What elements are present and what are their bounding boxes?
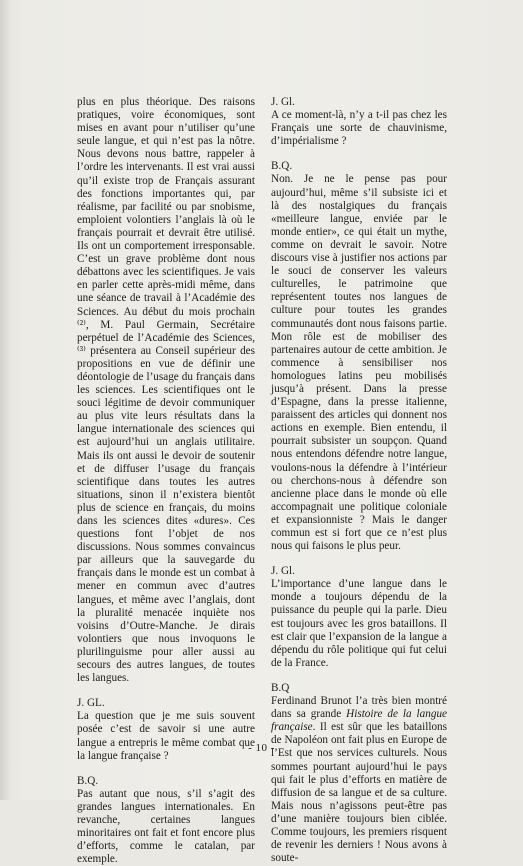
paragraph-right-4-start: Ferdinand Brunot l’a très bien montré dans sa grande <box>271 695 447 721</box>
speaker-label: J. Gl. <box>271 96 295 108</box>
speaker-label: B.Q. <box>271 160 293 173</box>
paragraph-left-3: Pas autant que nous, s’il s’agit des grandes langues internationales. En revanche, certaines langues minoritaires ont fait et font encore plus d’efforts, comme le catalan, par exemple. <box>77 787 255 866</box>
paragraph-right-3: L’importance d’une langue dans le monde a toujours dépendu de la puissance du peuple qui la parle. Dieu est toujours avec les gros bataillons. Il est clair que l’expansion de la langue a dépendu du rôle politique qui fut celui de la France. <box>271 578 447 669</box>
binding-shadow <box>0 0 10 800</box>
paragraph-right-1: A ce moment-là, n’y a t-il pas chez les Français une sorte de chauvinisme, d’impérialisme ? <box>271 109 447 148</box>
speaker-label: B.Q <box>271 681 290 694</box>
book-title: Histoire de la langue française <box>271 708 448 734</box>
paragraph-left-2: La question que je me suis souvent posée c’est de savoir si une autre langue a entrepris le même combat que la langue française ? <box>77 710 255 762</box>
paragraph-right-2: Non. Je ne le pense pas pour aujourd’hui, même s’il subsiste ici et là des nostalgiques du français «meilleure langue, enviée par le monde entier», ce qui était un mythe, comme on devrait le savoir. Notre discours vise à justifier nos actions par le souci de conserver les valeurs culturelles, le patrimoine que représentent toutes nos langues de culture pour toutes les grandes communautés dont nous faisons partie. Mon rôle est de mobiliser des partenaires autour de cette ambition. Je commence à sensibiliser nos homologues latins peu mobilisés jusqu’à présent. Dans la presse d’Espagne, dans la presse italienne, paraissent des articles qui donnent nos actions en exemple. Bien entendu, il pourrait subsister un soupçon. Quand nous entendons défendre notre langue, voulons-nous la défendre à l’intérieur ou cherchons-nous à défendre son ancienne place dans le monde où elle accompagnait une politique coloniale et expansionniste ? Mais le danger commun est si fort que ce n’est plus nous qui faisons le plus peur. <box>271 173 447 553</box>
paragraph-left-1: plus en plus théorique. Des raisons pratiques, voire économiques, sont mises en avant pour n’utiliser qu’une seule langue, et qui n’est pas la nôtre. Nous devons nous battre, rappeler à l’ordre les intervenants. Il est vrai aussi qu’il existe trop de Français assurant des fonctions importantes qui, par réalisme, par facilité ou par snobisme, emploient volontiers l’anglais là où le français pourrait et devrait être utilisé. Ils ont un comportement irresponsable. C’est un grave problème dont nous débattons avec les scientifiques. Je vais en parler cette après-midi même, dans une séance de travail à l’Académie des Sciences. Au début du mois prochain ⁽²⁾, M. Paul Germain, Secrétaire perpétuel de l’Académie des Sciences, ⁽³⁾ présentera au Conseil supérieur des propositions en vue de définir une déontologie de l’usage du français dans les sciences. Les scientifiques ont le souci légitime de devoir communiquer au plus vite leurs résultats dans la langue internationale des sciences qui est aujourd’hui un anglais utilitaire. Mais ils ont aussi le devoir de soutenir et de diffuser l’usage du français scientifique dans toutes les autres situations, sinon il n’existera bientôt plus de science en français, du moins dans les sciences dites «dures». Ces questions font l’objet de nos discussions. Nous sommes convaincus par ailleurs que la sauvegarde du français dans le monde est un combat à mener en commun avec d’autres langues, et même avec l’anglais, dont la pluralité menacée inquiète nos voisins d’Outre-Manche. Je dirais volontiers que nous invoquons le plurilinguisme pour aller aussi au secours des autres langues, de toutes les langues. <box>77 96 255 685</box>
paragraph-right-4 <box>271 695 447 865</box>
page-number: - 10 - <box>248 742 275 754</box>
speaker-label: J. Gl. <box>271 565 295 578</box>
speaker-label: J. GL. <box>77 697 105 710</box>
paragraph-right-4-end: . Il est sûr que les bataillons de Napoléon ont fait plus en Europe de l’Est que nos services culturels. Nous sommes pourtant aujourd’hui le pays qui fait le plus d’efforts en matière de diffusion de sa langue et de sa culture. Mais nous n’agissons peut-être pas d’une manière toujours bien ciblée. Comme toujours, les premiers risquent de revenir les derniers ! Nous avons à soute- <box>271 721 447 865</box>
speaker-label: B.Q. <box>77 774 99 787</box>
